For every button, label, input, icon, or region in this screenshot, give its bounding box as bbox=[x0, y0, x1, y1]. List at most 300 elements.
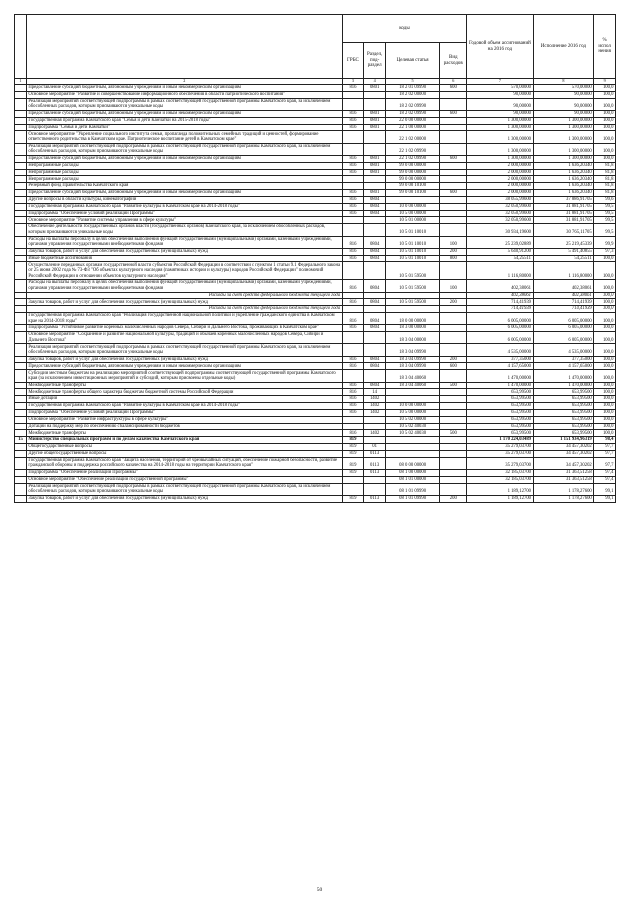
row-grbs bbox=[342, 423, 364, 430]
row-executed: 31 881,91705 bbox=[533, 210, 594, 217]
row-number bbox=[15, 236, 27, 248]
table-row bbox=[15, 190, 616, 197]
table-row bbox=[15, 416, 616, 423]
row-grbs: 819 bbox=[342, 444, 364, 451]
row-grbs bbox=[342, 370, 364, 382]
table-row bbox=[15, 396, 616, 403]
row-section: 0804 bbox=[364, 280, 386, 292]
row-planned: 653,99500 bbox=[467, 389, 533, 396]
row-name: Непрограммные расходы bbox=[26, 176, 342, 183]
row-executed: 1 636,20340 bbox=[533, 176, 594, 183]
row-planned: 1 300,00000 bbox=[467, 143, 533, 155]
row-grbs bbox=[342, 183, 364, 190]
row-planned: 35 279,03700 bbox=[467, 444, 533, 451]
row-name: Субсидии местным бюджетам на реализацию мероприятий соответствующей подпрограммы соответствующей государственной программы Камчатского края (за исключением инвестиционных мероприятий и субсидий, которым присвоены отдельные коды) bbox=[26, 370, 342, 382]
row-number bbox=[15, 176, 27, 183]
row-name: Основное мероприятие "Обеспечение реализации государственной программы" bbox=[26, 476, 342, 483]
row-number bbox=[15, 248, 27, 255]
row-executed: 1 300,00000 bbox=[533, 117, 594, 124]
table-row bbox=[15, 176, 616, 183]
row-executed: 90,00000 bbox=[533, 98, 594, 110]
row-percent: 100,0 bbox=[594, 403, 616, 410]
row-name: Иные дотации bbox=[26, 396, 342, 403]
row-type bbox=[440, 224, 467, 236]
row-number bbox=[15, 356, 27, 363]
row-type bbox=[440, 476, 467, 483]
row-type bbox=[440, 437, 467, 444]
row-article: 18 2 02 09990 bbox=[385, 110, 439, 117]
row-type: 600 bbox=[440, 363, 467, 370]
row-name: Предоставление субсидий бюджетным, автономным учреждениям и иным некоммерческим организациям bbox=[26, 85, 342, 92]
row-percent: 100,0 bbox=[594, 363, 616, 370]
row-type bbox=[440, 183, 467, 190]
row-name: Основное мероприятие "Развитие системы управления в сфере культуры" bbox=[26, 217, 342, 224]
row-planned: 714,41939 bbox=[467, 306, 533, 313]
row-percent: 81,8 bbox=[594, 169, 616, 176]
row-percent: 100,0 bbox=[594, 85, 616, 92]
row-executed: 6 005,00000 bbox=[533, 312, 594, 324]
row-type bbox=[440, 396, 467, 403]
row-percent: 97,7 bbox=[594, 450, 616, 457]
row-article: 18 2 01 09990 bbox=[385, 85, 439, 92]
row-name: Резервный фонд Правительства Камчатского края bbox=[26, 183, 342, 190]
row-name: Реализация мероприятий соответствующей подпрограммы в рамках соответствующей государственной программы Камчатского края, за исключением обособленных расходов, которым присваиваются уникальные коды bbox=[26, 98, 342, 110]
row-section: 0801 bbox=[364, 190, 386, 197]
row-section: 0804 bbox=[364, 325, 386, 332]
row-planned: 6 005,00000 bbox=[467, 312, 533, 324]
row-executed: 31 363,51258 bbox=[533, 469, 594, 476]
row-number bbox=[15, 430, 27, 437]
row-article bbox=[385, 450, 439, 457]
row-article: 99 0 00 00000 bbox=[385, 162, 439, 169]
row-planned: 5 640,91200 bbox=[467, 248, 533, 255]
row-number bbox=[15, 457, 27, 469]
row-type bbox=[440, 210, 467, 217]
page-number: 50 bbox=[316, 887, 323, 893]
row-section bbox=[364, 183, 386, 190]
row-planned: 32 185,03700 bbox=[467, 476, 533, 483]
table-row bbox=[15, 495, 616, 502]
row-executed: 90,00000 bbox=[533, 110, 594, 117]
row-grbs: 816 bbox=[342, 190, 364, 197]
row-type bbox=[440, 450, 467, 457]
row-grbs bbox=[342, 344, 364, 356]
row-percent: 97,4 bbox=[594, 469, 616, 476]
table-row bbox=[15, 292, 616, 299]
row-grbs bbox=[342, 91, 364, 98]
row-name: Непрограммные расходы bbox=[26, 162, 342, 169]
row-article bbox=[385, 292, 439, 299]
row-number bbox=[15, 98, 27, 110]
table-row bbox=[15, 280, 616, 292]
row-planned: 1 300,00000 bbox=[467, 124, 533, 131]
row-section: 0804 bbox=[364, 255, 386, 262]
row-number bbox=[15, 444, 27, 451]
row-article: 08 1 01 09990 bbox=[385, 483, 439, 495]
row-number bbox=[15, 306, 27, 313]
row-number bbox=[15, 370, 27, 382]
row-planned: 32 185,03700 bbox=[467, 469, 533, 476]
row-section: 0113 bbox=[364, 469, 386, 476]
row-type bbox=[440, 117, 467, 124]
column-number: 2 bbox=[26, 79, 342, 85]
row-percent: 100,0 bbox=[594, 409, 616, 416]
row-planned: 6 005,00000 bbox=[467, 325, 533, 332]
row-planned: 2 000,00000 bbox=[467, 183, 533, 190]
row-name: Реализация мероприятий соответствующей подпрограммы в рамках соответствующей государственной программы Камчатского края, за исключением обособленных расходов, которым присваиваются уникальные коды bbox=[26, 344, 342, 356]
row-number bbox=[15, 91, 27, 98]
row-executed: 25 219,45339 bbox=[533, 236, 594, 248]
row-name: Подпрограмма "Обеспечение реализации Программы" bbox=[26, 469, 342, 476]
row-name: Государственная программа Камчатского края "Развитие культуры в Камчатском крае на 2014-2018 годы" bbox=[26, 403, 342, 410]
row-executed: 30 765,11705 bbox=[533, 224, 594, 236]
row-name: Реализация мероприятий соответствующей подпрограммы в рамках соответствующей государственной программы Камчатского края, за исключением обособленных расходов, которым присваиваются уникальные коды bbox=[26, 483, 342, 495]
table-row bbox=[15, 248, 616, 255]
table-row bbox=[15, 299, 616, 306]
row-planned: 38 055,99600 bbox=[467, 196, 533, 203]
column-number: 6 bbox=[440, 79, 467, 85]
row-percent: 100,0 bbox=[594, 396, 616, 403]
row-article: 22 1 02 00000 bbox=[385, 131, 439, 143]
row-grbs bbox=[342, 306, 364, 313]
row-article: 18 3 04 40060 bbox=[385, 370, 439, 382]
row-section bbox=[364, 437, 386, 444]
table-row bbox=[15, 210, 616, 217]
row-planned: 90,00000 bbox=[467, 98, 533, 110]
row-grbs bbox=[342, 292, 364, 299]
row-percent: 100,0 bbox=[594, 124, 616, 131]
row-article: 22 1 02 09990 bbox=[385, 155, 439, 162]
row-grbs: 816 bbox=[342, 430, 364, 437]
row-name: Подпрограмма "Устойчивое развитие коренных малочисленных народов Севера, Сибири и Дальнего Востока, проживающих в Камчатском крае" bbox=[26, 325, 342, 332]
row-type bbox=[440, 389, 467, 396]
table-row bbox=[15, 409, 616, 416]
row-name: Дотации на поддержку мер по обеспечению сбалансированности бюджетов bbox=[26, 423, 342, 430]
row-section bbox=[364, 224, 386, 236]
row-name: Закупка товаров, работ и услуг для обеспечения государственных (муниципальных) нужд bbox=[26, 495, 342, 502]
header-type: Вид расходов bbox=[440, 43, 467, 79]
row-article: 18 2 02 09990 bbox=[385, 98, 439, 110]
row-grbs: 816 bbox=[342, 409, 364, 416]
row-article: 18 2 02 00000 bbox=[385, 91, 439, 98]
row-grbs: 816 bbox=[342, 255, 364, 262]
row-name: Межбюджетные трансферты общего характера бюджетам бюджетной системы Российской Федерации bbox=[26, 389, 342, 396]
row-article: 18 3 04 09990 bbox=[385, 356, 439, 363]
header-rownum bbox=[15, 15, 27, 79]
row-type: 500 bbox=[440, 430, 467, 437]
row-grbs: 816 bbox=[342, 117, 364, 124]
row-percent: 100,0 bbox=[594, 131, 616, 143]
row-type: 800 bbox=[440, 255, 467, 262]
row-section: 1402 bbox=[364, 403, 386, 410]
row-section: 0804 bbox=[364, 356, 386, 363]
row-number bbox=[15, 483, 27, 495]
row-number bbox=[15, 143, 27, 155]
row-grbs: 816 bbox=[342, 382, 364, 389]
row-type: 200 bbox=[440, 495, 467, 502]
row-type bbox=[440, 196, 467, 203]
row-grbs: 816 bbox=[342, 124, 364, 131]
header-percent: % испол нения bbox=[594, 15, 616, 79]
row-planned: 402,38061 bbox=[467, 292, 533, 299]
row-section bbox=[364, 176, 386, 183]
row-percent: 100,0 bbox=[594, 423, 616, 430]
row-name: Расходы за счет средств федерального бюджета текущего года bbox=[26, 292, 342, 299]
row-percent: 100,0 bbox=[594, 312, 616, 324]
table-row bbox=[15, 370, 616, 382]
header-planned: Годовой объем ассигнований на 2016 год bbox=[467, 15, 533, 79]
row-article: 08 1 01 09990 bbox=[385, 495, 439, 502]
table-row bbox=[15, 236, 616, 248]
row-type: 100 bbox=[440, 236, 467, 248]
row-section: 0801 bbox=[364, 169, 386, 176]
row-number bbox=[15, 403, 27, 410]
table-row bbox=[15, 162, 616, 169]
row-name: Государственная программа Камчатского края "Реализация государственной национальной политики и укрепление гражданского единства в Камчатском крае на 2014-2018 годы" bbox=[26, 312, 342, 324]
row-number bbox=[15, 124, 27, 131]
header-executed: Исполнение 2016 год bbox=[533, 15, 594, 79]
row-type: 600 bbox=[440, 155, 467, 162]
row-section: 0801 bbox=[364, 124, 386, 131]
row-number bbox=[15, 169, 27, 176]
row-type: 200 bbox=[440, 248, 467, 255]
row-section: 0804 bbox=[364, 196, 386, 203]
row-section bbox=[364, 143, 386, 155]
row-percent: 100,0 bbox=[594, 382, 616, 389]
row-grbs: 819 bbox=[342, 495, 364, 502]
row-article bbox=[385, 389, 439, 396]
row-article: 99 0 00 00000 bbox=[385, 169, 439, 176]
row-percent: 100,0 bbox=[594, 292, 616, 299]
row-type: 600 bbox=[440, 190, 467, 197]
column-number: 7 bbox=[467, 79, 533, 85]
row-section: 0113 bbox=[364, 450, 386, 457]
row-executed: 653,99500 bbox=[533, 403, 594, 410]
row-type bbox=[440, 416, 467, 423]
row-percent: 97,7 bbox=[594, 457, 616, 469]
table-row bbox=[15, 325, 616, 332]
row-name: Закупка товаров, работ и услуг для обеспечения государственных (муниципальных) нужд bbox=[26, 248, 342, 255]
row-percent: 100,0 bbox=[594, 370, 616, 382]
row-percent: 100,0 bbox=[594, 110, 616, 117]
row-planned: 35 279,03700 bbox=[467, 457, 533, 469]
row-number: 15 bbox=[15, 437, 27, 444]
row-grbs: 819 bbox=[342, 457, 364, 469]
table-row bbox=[15, 312, 616, 324]
table-row bbox=[15, 437, 616, 444]
row-planned: 32 050,99600 bbox=[467, 203, 533, 210]
row-grbs: 816 bbox=[342, 169, 364, 176]
row-grbs bbox=[342, 176, 364, 183]
row-planned: 4 157,65000 bbox=[467, 363, 533, 370]
row-number bbox=[15, 389, 27, 396]
row-planned: 653,99500 bbox=[467, 416, 533, 423]
row-number bbox=[15, 469, 27, 476]
row-percent: 99,6 bbox=[594, 196, 616, 203]
row-executed: 1 300,00000 bbox=[533, 155, 594, 162]
row-executed: 1 300,00000 bbox=[533, 131, 594, 143]
row-type bbox=[440, 217, 467, 224]
row-grbs: 816 bbox=[342, 403, 364, 410]
row-number bbox=[15, 262, 27, 280]
row-article: 99 0 00 10100 bbox=[385, 190, 439, 197]
row-type bbox=[440, 483, 467, 495]
row-percent: 97,3 bbox=[594, 248, 616, 255]
row-section: 0804 bbox=[364, 236, 386, 248]
row-executed: 1 636,20340 bbox=[533, 162, 594, 169]
row-section bbox=[364, 423, 386, 430]
row-type bbox=[440, 469, 467, 476]
table-row bbox=[15, 203, 616, 210]
row-number bbox=[15, 196, 27, 203]
row-executed: 653,99500 bbox=[533, 389, 594, 396]
column-number: 4 bbox=[364, 79, 386, 85]
row-executed: 714,41939 bbox=[533, 306, 594, 313]
row-planned: 653,99500 bbox=[467, 403, 533, 410]
row-grbs: 816 bbox=[342, 155, 364, 162]
row-number bbox=[15, 312, 27, 324]
row-percent: 99,5 bbox=[594, 217, 616, 224]
table-header bbox=[15, 15, 616, 79]
table-row bbox=[15, 98, 616, 110]
row-percent: 81,8 bbox=[594, 183, 616, 190]
row-article: 18 3 04 40060 bbox=[385, 382, 439, 389]
row-executed: 1 151 934,96319 bbox=[533, 437, 594, 444]
row-planned: 402,38061 bbox=[467, 280, 533, 292]
table-row bbox=[15, 85, 616, 92]
row-section bbox=[364, 262, 386, 280]
row-planned: 30 934,19600 bbox=[467, 224, 533, 236]
row-name: Другие общегосударственные вопросы bbox=[26, 450, 342, 457]
row-grbs: 816 bbox=[342, 110, 364, 117]
row-article: 10 0 00 00000 bbox=[385, 203, 439, 210]
row-article: 10 5 01 10010 bbox=[385, 236, 439, 248]
row-article: 18 3 00 00000 bbox=[385, 325, 439, 332]
row-percent: 99,1 bbox=[594, 495, 616, 502]
table-row bbox=[15, 196, 616, 203]
row-executed: 31 881,91705 bbox=[533, 203, 594, 210]
row-percent: 99,9 bbox=[594, 236, 616, 248]
row-planned: 1 300,00000 bbox=[467, 117, 533, 124]
row-grbs: 816 bbox=[342, 356, 364, 363]
row-grbs bbox=[342, 217, 364, 224]
row-percent: 100,0 bbox=[594, 299, 616, 306]
row-percent: 81,8 bbox=[594, 190, 616, 197]
row-name: Закупка товаров, работ и услуг для обеспечения государственных (муниципальных) нужд bbox=[26, 299, 342, 306]
row-section: 0801 bbox=[364, 110, 386, 117]
row-type bbox=[440, 306, 467, 313]
row-executed: 34 457,30202 bbox=[533, 444, 594, 451]
row-type bbox=[440, 262, 467, 280]
row-section bbox=[364, 292, 386, 299]
table-row bbox=[15, 389, 616, 396]
row-article: 18 3 04 00000 bbox=[385, 332, 439, 344]
row-number bbox=[15, 155, 27, 162]
column-number: 3 bbox=[342, 79, 364, 85]
row-planned: 1 170 224,03489 bbox=[467, 437, 533, 444]
row-section: 0801 bbox=[364, 162, 386, 169]
row-section bbox=[364, 91, 386, 98]
row-article: 10 5 01 10010 bbox=[385, 255, 439, 262]
row-article bbox=[385, 196, 439, 203]
row-number bbox=[15, 416, 27, 423]
row-percent: 81,8 bbox=[594, 162, 616, 169]
row-article: 08 0 00 00000 bbox=[385, 457, 439, 469]
row-type: 200 bbox=[440, 299, 467, 306]
row-type bbox=[440, 403, 467, 410]
row-type bbox=[440, 325, 467, 332]
row-number bbox=[15, 203, 27, 210]
row-grbs bbox=[342, 224, 364, 236]
row-name: Непрограммные расходы bbox=[26, 169, 342, 176]
table-row bbox=[15, 476, 616, 483]
row-planned: 653,99500 bbox=[467, 409, 533, 416]
row-number bbox=[15, 450, 27, 457]
row-name: Основное мероприятие "Развитие и совершенствование информационного обеспечения в области патриотического воспитания" bbox=[26, 91, 342, 98]
row-article: 18 3 04 09990 bbox=[385, 363, 439, 370]
row-article bbox=[385, 437, 439, 444]
row-executed: 402,38061 bbox=[533, 292, 594, 299]
row-type: 100 bbox=[440, 280, 467, 292]
row-section: 14 bbox=[364, 389, 386, 396]
row-percent: 98,4 bbox=[594, 437, 616, 444]
row-name: Закупка товаров, работ и услуг для обеспечения государственных (муниципальных) нужд bbox=[26, 356, 342, 363]
row-percent: 100,0 bbox=[594, 117, 616, 124]
row-planned: 35 279,03700 bbox=[467, 450, 533, 457]
row-grbs: 816 bbox=[342, 389, 364, 396]
row-section bbox=[364, 476, 386, 483]
row-number bbox=[15, 409, 27, 416]
row-type bbox=[440, 91, 467, 98]
row-grbs bbox=[342, 332, 364, 344]
row-section: 0804 bbox=[364, 312, 386, 324]
row-section bbox=[364, 332, 386, 344]
row-planned: 6 005,00000 bbox=[467, 332, 533, 344]
row-name: Другие вопросы в области культуры, кинематографии bbox=[26, 196, 342, 203]
row-type bbox=[440, 370, 467, 382]
row-planned: 32 050,99600 bbox=[467, 217, 533, 224]
row-number bbox=[15, 210, 27, 217]
row-article bbox=[385, 444, 439, 451]
row-name: Общегосударственные вопросы bbox=[26, 444, 342, 451]
row-planned: 1 470,00000 bbox=[467, 382, 533, 389]
row-article: 18 0 00 00000 bbox=[385, 312, 439, 324]
table-row bbox=[15, 423, 616, 430]
row-section bbox=[364, 306, 386, 313]
row-planned: 54,25511 bbox=[467, 255, 533, 262]
row-grbs: 816 bbox=[342, 236, 364, 248]
row-executed: 4 157,65000 bbox=[533, 363, 594, 370]
row-grbs bbox=[342, 476, 364, 483]
budget-table bbox=[14, 14, 616, 503]
row-grbs: 816 bbox=[342, 280, 364, 292]
row-section: 0804 bbox=[364, 382, 386, 389]
row-executed: 653,99500 bbox=[533, 423, 594, 430]
table-body bbox=[15, 79, 616, 503]
row-section: 0804 bbox=[364, 203, 386, 210]
row-number bbox=[15, 476, 27, 483]
row-grbs: 819 bbox=[342, 469, 364, 476]
row-name: Иные бюджетные ассигнования bbox=[26, 255, 342, 262]
header-grbs: ГРБС bbox=[342, 43, 364, 79]
row-type bbox=[440, 176, 467, 183]
row-type bbox=[440, 344, 467, 356]
row-name: Предоставление субсидий бюджетным, автономным учреждениям и иным некоммерческим организациям bbox=[26, 363, 342, 370]
row-executed: 1 178,27600 bbox=[533, 495, 594, 502]
row-article: 08 1 01 00000 bbox=[385, 476, 439, 483]
row-section: 0113 bbox=[364, 457, 386, 469]
row-executed: 4 535,00000 bbox=[533, 344, 594, 356]
